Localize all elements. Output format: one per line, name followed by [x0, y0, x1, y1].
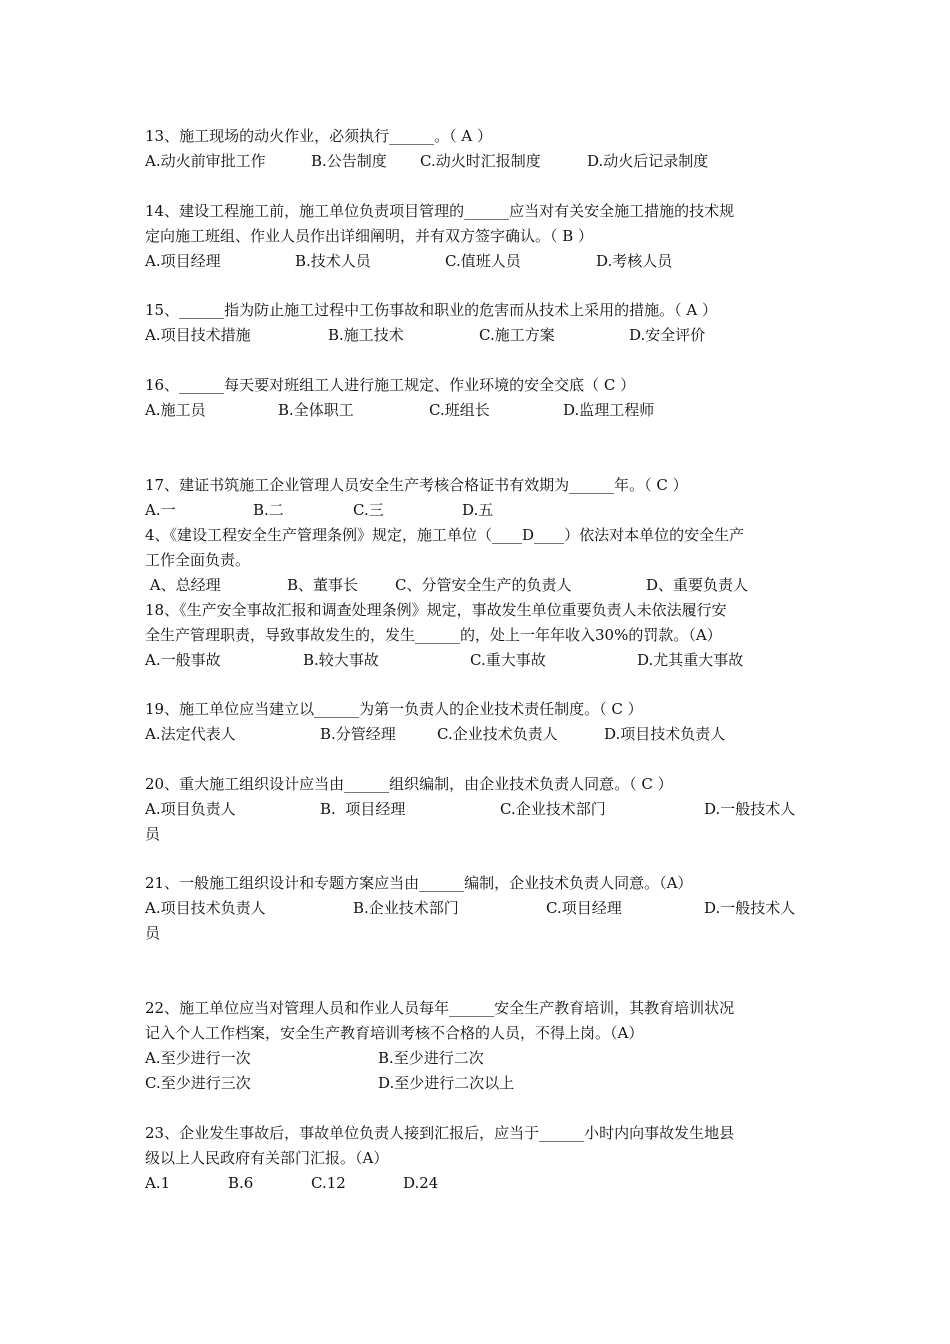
- question-4-option-c: C、分管安全生产的负责人: [395, 576, 572, 594]
- question-21-option-d: D.一般技术人: [704, 899, 796, 917]
- question-19-option-d: D.项目技术负责人: [604, 725, 726, 743]
- question-17-text: 17、建证书筑施工企业管理人员安全生产考核合格证书有效期为______年。（ C ）: [145, 476, 688, 494]
- question-20-option-b: B. 项目经理: [320, 800, 406, 818]
- question-17-option-d: D.五: [462, 501, 494, 519]
- question-15-option-b: B.施工技术: [328, 326, 404, 344]
- question-18-option-c: C.重大事故: [470, 651, 546, 669]
- question-14-text-line-1: 14、建设工程施工前，施工单位负责项目管理的______应当对有关安全施工措施的技术规: [145, 202, 735, 220]
- question-20-option-d: D.一般技术人: [704, 800, 796, 818]
- question-19-option-c: C.企业技术负责人: [437, 725, 558, 743]
- question-4-text-line-1: 4、《建设工程安全生产管理条例》规定，施工单位（____D____）依法对本单位的安全生产: [145, 526, 745, 544]
- question-19-option-a: A.法定代表人: [145, 725, 236, 743]
- question-17-option-c: C.三: [353, 501, 384, 519]
- question-4-option-b: B、董事长: [287, 576, 359, 594]
- question-17-option-a: A.一: [145, 501, 176, 519]
- question-22-option-b: B.至少进行二次: [378, 1049, 484, 1067]
- question-22-option-a: A.至少进行一次: [145, 1049, 251, 1067]
- question-23-option-d: D.24: [403, 1174, 439, 1192]
- question-21-text: 21、一般施工组织设计和专题方案应当由______编制，企业技术负责人同意。（A）: [145, 874, 693, 892]
- question-20-option-a: A.项目负责人: [145, 800, 236, 818]
- question-22-text-line-2: 记入个人工作档案，安全生产教育培训考核不合格的人员，不得上岗。（A）: [145, 1024, 644, 1042]
- question-23-text-line-2: 级以上人民政府有关部门汇报。（A）: [145, 1149, 389, 1167]
- question-16-text: 16、______每天要对班组工人进行施工规定、作业环境的安全交底（ C ）: [145, 376, 636, 394]
- question-20-option-c: C.企业技术部门: [500, 800, 606, 818]
- question-4-option-d: D、重要负责人: [646, 576, 749, 594]
- question-23-option-a: A.1: [145, 1174, 171, 1192]
- question-15-text: 15、______指为防止施工过程中工伤事故和职业的危害而从技术上采用的措施。（ A ）: [145, 301, 717, 319]
- question-13-option-c: C.动火时汇报制度: [420, 152, 541, 170]
- question-22-option-c: C.至少进行三次: [145, 1074, 251, 1092]
- question-21-option-d-wrap: 员: [145, 924, 161, 942]
- question-13-text: 13、施工现场的动火作业，必须执行______。（ A ）: [145, 127, 492, 145]
- question-22-text-line-1: 22、施工单位应当对管理人员和作业人员每年______安全生产教育培训，其教育培训状况: [145, 999, 735, 1017]
- question-14-option-d: D.考核人员: [596, 252, 673, 270]
- question-14-option-b: B.技术人员: [295, 252, 371, 270]
- question-15-option-c: C.施工方案: [479, 326, 555, 344]
- question-13-option-a: A.动火前审批工作: [145, 152, 266, 170]
- question-23-option-b: B.6: [228, 1174, 254, 1192]
- question-23-text-line-1: 23、企业发生事故后，事故单位负责人接到汇报后，应当于______小时内向事故发生地县: [145, 1124, 735, 1142]
- question-21-option-b: B.企业技术部门: [353, 899, 459, 917]
- question-18-text-line-1: 18、《生产安全事故汇报和调查处理条例》规定，事故发生单位重要负责人未依法履行安: [145, 601, 727, 619]
- question-18-option-a: A.一般事故: [145, 651, 221, 669]
- question-18-text-line-2: 全生产管理职责，导致事故发生的，发生______的，处上一年年收入30%的罚款。（A）: [145, 626, 722, 644]
- question-19-option-b: B.分管经理: [320, 725, 396, 743]
- question-4-text-line-2: 工作全面负责。: [145, 551, 251, 569]
- question-19-text: 19、施工单位应当建立以______为第一负责人的企业技术责任制度。（ C ）: [145, 700, 643, 718]
- question-14-text-line-2: 定向施工班组、作业人员作出详细阐明，并有双方签字确认。（ B ）: [145, 227, 594, 245]
- question-21-option-c: C.项目经理: [546, 899, 622, 917]
- question-16-option-b: B.全体职工: [278, 401, 354, 419]
- question-16-option-d: D.监理工程师: [563, 401, 655, 419]
- question-20-option-d-wrap: 员: [145, 825, 161, 843]
- question-14-option-c: C.值班人员: [445, 252, 521, 270]
- question-22-option-d: D.至少进行二次以上: [378, 1074, 515, 1092]
- question-18-option-b: B.较大事故: [303, 651, 379, 669]
- question-16-option-a: A.施工员: [145, 401, 206, 419]
- question-15-option-d: D.安全评价: [629, 326, 706, 344]
- question-16-option-c: C.班组长: [429, 401, 490, 419]
- question-20-text: 20、重大施工组织设计应当由______组织编制，由企业技术负责人同意。（ C ）: [145, 775, 673, 793]
- question-15-option-a: A.项目技术措施: [145, 326, 251, 344]
- question-23-option-c: C.12: [311, 1174, 346, 1192]
- question-4-option-a: A、总经理: [145, 576, 221, 594]
- question-14-option-a: A.项目经理: [145, 252, 221, 270]
- question-17-option-b: B.二: [253, 501, 284, 519]
- question-18-option-d: D.尤其重大事故: [637, 651, 744, 669]
- question-13-option-d: D.动火后记录制度: [587, 152, 709, 170]
- question-21-option-a: A.项目技术负责人: [145, 899, 266, 917]
- question-13-option-b: B.公告制度: [311, 152, 387, 170]
